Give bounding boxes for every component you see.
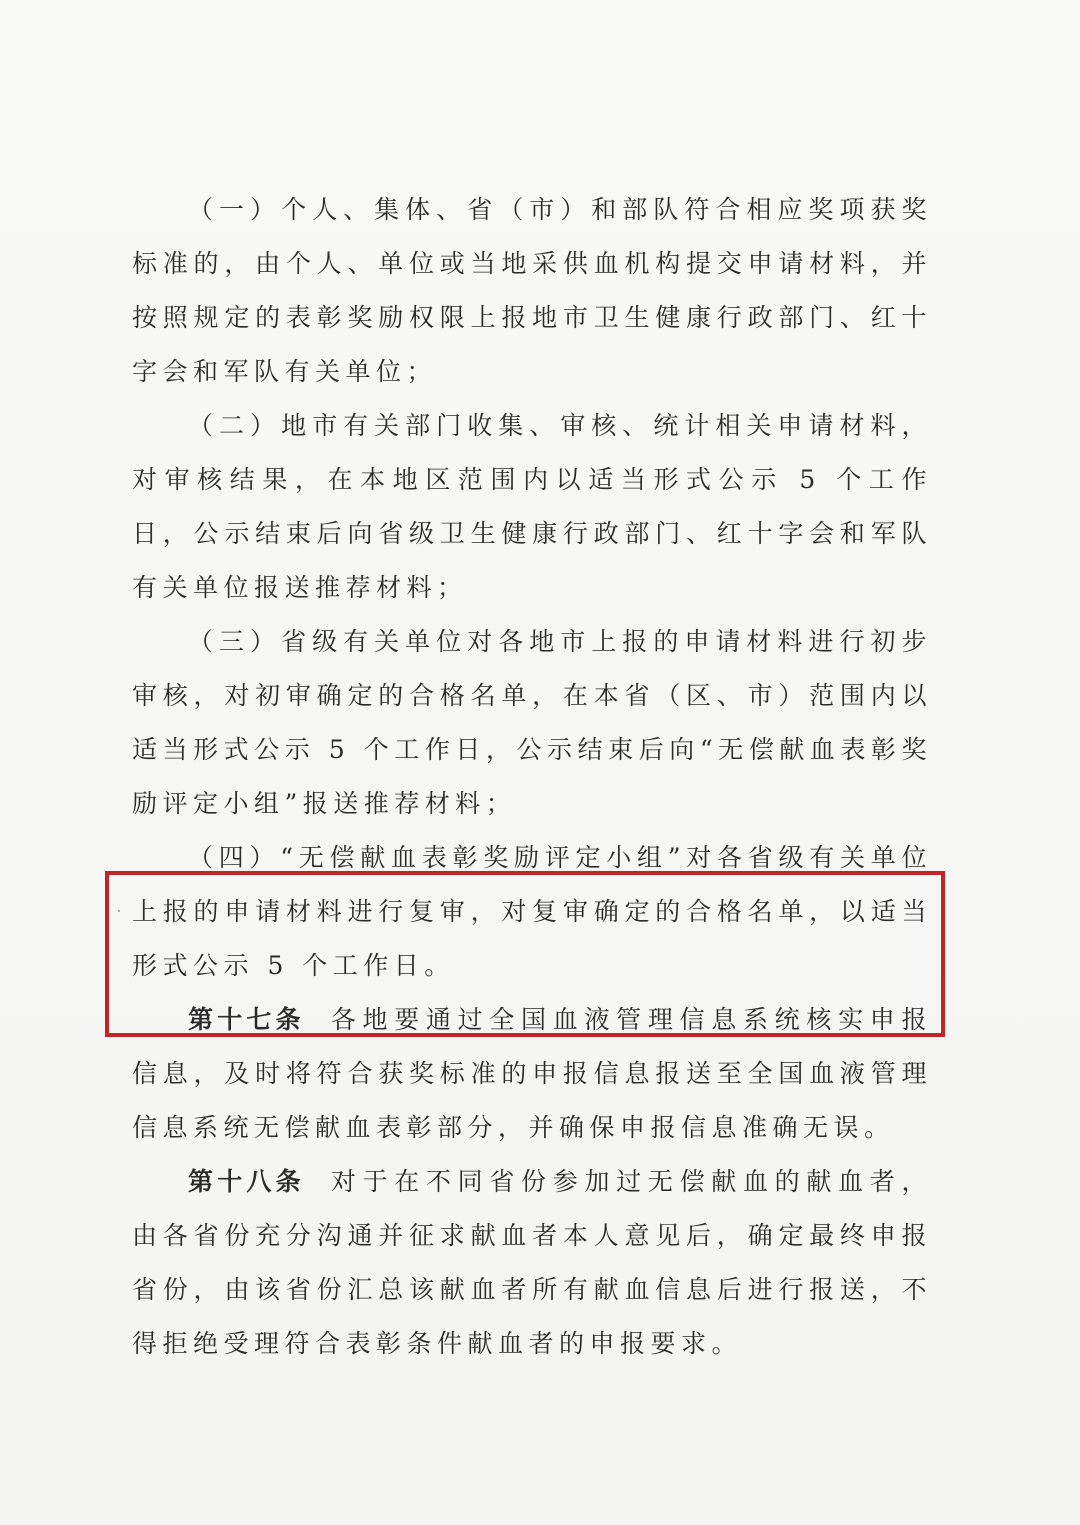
article-18-text: 对于在不同省份参加过无偿献血的献血者，由各省份充分沟通并征求献血者本人意见后，确定最终申报省份，由该省份汇总该献血者所有献血信息后进行报送，不得拒绝受理符合表彰条件献血者的申报要求。 xyxy=(132,1167,932,1358)
article-17-text: 各地要通过全国血液管理信息系统核实申报信息，及时将符合获奖标准的申报信息报送至全国血液管理信息系统无偿献血表彰部分，并确保申报信息准确无误。 xyxy=(132,1005,932,1142)
paragraph-item-2: （二）地市有关部门收集、审核、统计相关申请材料，对审核结果，在本地区范围内以适当形式公示 5 个工作日，公示结束后向省级卫生健康行政部门、红十字会和军队有关单位报送推荐材料； xyxy=(132,411,932,602)
document-body xyxy=(132,183,932,1371)
scan-speck xyxy=(118,910,120,912)
article-17-number: 第十七条 xyxy=(188,1005,305,1034)
article-18-number: 第十八条 xyxy=(188,1167,305,1196)
paragraph-item-4: （四）“无偿献血表彰奖励评定小组”对各省级有关单位上报的申请材料进行复审，对复审确定的合格名单，以适当形式公示 5 个工作日。 xyxy=(132,843,932,980)
paragraph-item-3: （三）省级有关单位对各地市上报的申请材料进行初步审核，对初审确定的合格名单，在本省（区、市）范围内以适当形式公示 5 个工作日，公示结束后向“无偿献血表彰奖励评定小组”报送推荐材料； xyxy=(132,627,932,818)
paragraph-item-1: （一）个人、集体、省（市）和部队符合相应奖项获奖标准的，由个人、单位或当地采供血机构提交申请材料，并按照规定的表彰奖励权限上报地市卫生健康行政部门、红十字会和军队有关单位； xyxy=(132,195,932,386)
highlight-box xyxy=(105,871,945,1037)
article-18 xyxy=(132,1155,932,1371)
